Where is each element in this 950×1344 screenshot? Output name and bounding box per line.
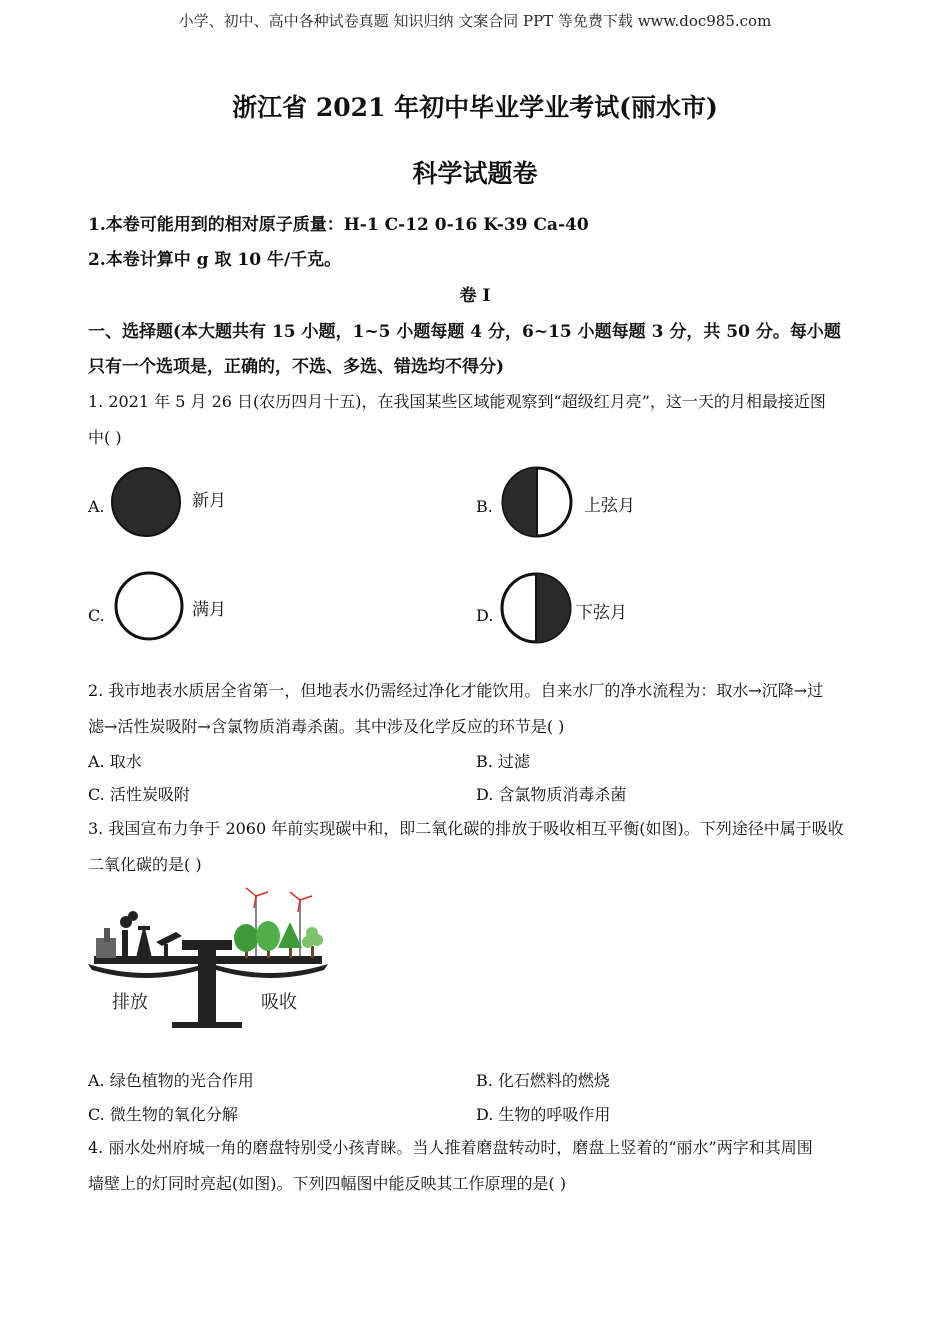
instructions-line-1: 一、选择题(本大题共有 15 小题，1~5 小题每题 4 分，6~15 小题每题 3 分，共 50 分。每小题 <box>88 322 841 342</box>
q1-option-b-label: 上弦月 <box>584 496 635 516</box>
q1-option-c-letter: C. <box>88 606 105 625</box>
first-quarter-moon-icon <box>501 466 573 538</box>
figure-label-right: 吸收 <box>261 992 297 1013</box>
q1-option-c-label: 满月 <box>192 600 226 620</box>
q1-line-2: 中( ) <box>88 428 122 447</box>
q2-option-c: C. 活性炭吸附 <box>88 785 190 804</box>
site-header: 小学、初中、高中各种试卷真题 知识归纳 文案合同 PPT 等免费下载 www.doc985.com <box>178 12 772 30</box>
q2-line-1: 2. 我市地表水质居全省第一，但地表水仍需经过净化才能饮用。自来水厂的净水流程为：取水→沉降→过 <box>88 681 824 700</box>
q3-option-a: A. 绿色植物的光合作用 <box>88 1071 254 1090</box>
full-moon-icon <box>113 570 185 642</box>
q4-line-1: 4. 丽水处州府城一角的磨盘特别受小孩青睐。当人推着磨盘转动时，磨盘上竖着的“丽水”两字和其周围 <box>88 1138 813 1157</box>
q1-option-a-letter: A. <box>88 497 105 516</box>
q2-option-d: D. 含氯物质消毒杀菌 <box>476 785 627 804</box>
q1-option-a-label: 新月 <box>192 491 226 511</box>
q1-option-d-letter: D. <box>476 606 494 625</box>
q3-option-d: D. 生物的呼吸作用 <box>476 1105 611 1124</box>
q3-option-c: C. 微生物的氧化分解 <box>88 1105 238 1124</box>
q3-line-1: 3. 我国宣布力争于 2060 年前实现碳中和，即二氧化碳的排放于吸收相互平衡(如图)。下列途径中属于吸收 <box>88 819 844 838</box>
q2-option-b: B. 过滤 <box>476 752 530 771</box>
last-quarter-moon-icon <box>500 572 572 644</box>
section-title: 卷 I <box>459 286 491 306</box>
q1-line-1: 1. 2021 年 5 月 26 日(农历四月十五)，在我国某些区域能观察到“超级红月亮”，这一天的月相最接近图 <box>88 392 826 411</box>
q1-option-b-letter: B. <box>476 497 493 516</box>
q2-option-a: A. 取水 <box>88 752 142 771</box>
carbon-balance-figure <box>86 886 332 1032</box>
figure-label-left: 排放 <box>112 992 148 1013</box>
new-moon-icon <box>110 466 182 538</box>
q4-line-2: 墙壁上的灯同时亮起(如图)。下列四幅图中能反映其工作原理的是( ) <box>88 1174 567 1193</box>
q3-line-2: 二氧化碳的是( ) <box>88 855 202 874</box>
instructions-line-2: 只有一个选项是，正确的，不选、多选、错选均不得分) <box>88 357 505 377</box>
note-2: 2.本卷计算中 g 取 10 牛/千克。 <box>88 250 342 270</box>
exam-subtitle: 科学试题卷 <box>412 159 538 188</box>
q1-option-d-label: 下弦月 <box>576 603 627 623</box>
q3-option-b: B. 化石燃料的燃烧 <box>476 1071 610 1090</box>
exam-title: 浙江省 2021 年初中毕业学业考试(丽水市) <box>232 93 718 122</box>
q2-line-2: 滤→活性炭吸附→含氯物质消毒杀菌。其中涉及化学反应的环节是( ) <box>88 717 565 736</box>
note-1: 1.本卷可能用到的相对原子质量：H-1 C-12 0-16 K-39 Ca-40 <box>88 215 589 235</box>
